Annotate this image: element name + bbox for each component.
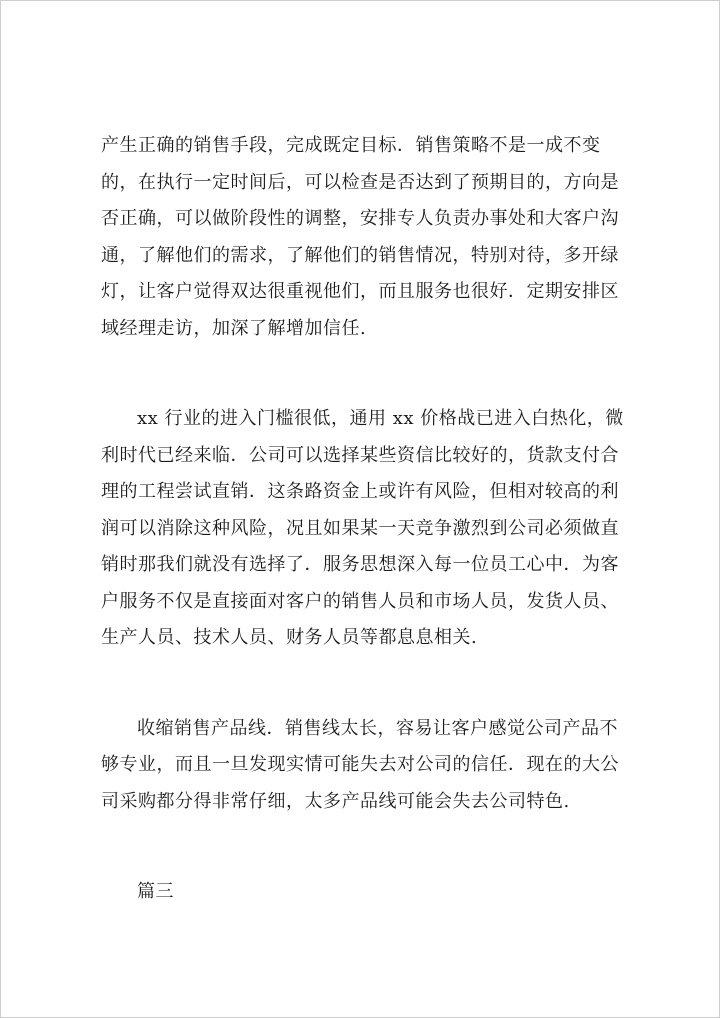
text-line: 产生正确的销售手段，完成既定目标．销售策略不是一成不变 — [101, 135, 601, 156]
text-line: 销时那我们就没有选择了．服务思想深入每一位员工心中．为客 — [101, 554, 619, 575]
text-line: 通，了解他们的需求，了解他们的销售情况，特别对待，多开绿 — [101, 244, 619, 266]
text-line: 司采购都分得非常仔细，太多产品线可能会失去公司特色. — [101, 790, 570, 812]
text-line: 生产人员、技术人员、财务人员等都息息相关. — [101, 627, 478, 648]
text-line: 的，在执行一定时间后，可以检查是否达到了预期目的，方向是 — [101, 171, 619, 193]
text-line: 户服务不仅是直接面对客户的销售人员和市场人员，发货人员、 — [101, 590, 619, 612]
document-body — [101, 128, 641, 911]
paragraph-2 — [101, 401, 641, 657]
text-line: 否正确，可以做阶段性的调整，安排专人负责办事处和大客户沟 — [101, 208, 619, 229]
text-line: 灯，让客户觉得双达很重视他们，而且服务也很好．定期安排区 — [101, 281, 619, 302]
section-title: 篇三 — [137, 881, 174, 902]
text-line: 收缩销售产品线．销售线太长，容易让客户感觉公司产品不 — [137, 717, 618, 739]
text-line: 润可以消除这种风险，况且如果某一天竞争激烈到公司必须做直 — [101, 517, 619, 539]
text-line: 够专业，而且一旦发现实情可能失去对公司的信任．现在的大公 — [101, 754, 619, 775]
section-heading — [101, 874, 641, 911]
text-line: 域经理走访，加深了解增加信任. — [101, 317, 367, 339]
paragraph-1 — [101, 128, 641, 347]
text-line: 利时代已经来临．公司可以选择某些资信比较好的，货款支付合 — [101, 444, 619, 466]
text-line: xx 行业的进入门槛很低，通用 xx 价格战已进入白热化，微 — [137, 408, 624, 429]
text-line: 理的工程尝试直销．这条路资金上或许有风险，但相对较高的利 — [101, 481, 619, 502]
paragraph-3 — [101, 711, 641, 821]
